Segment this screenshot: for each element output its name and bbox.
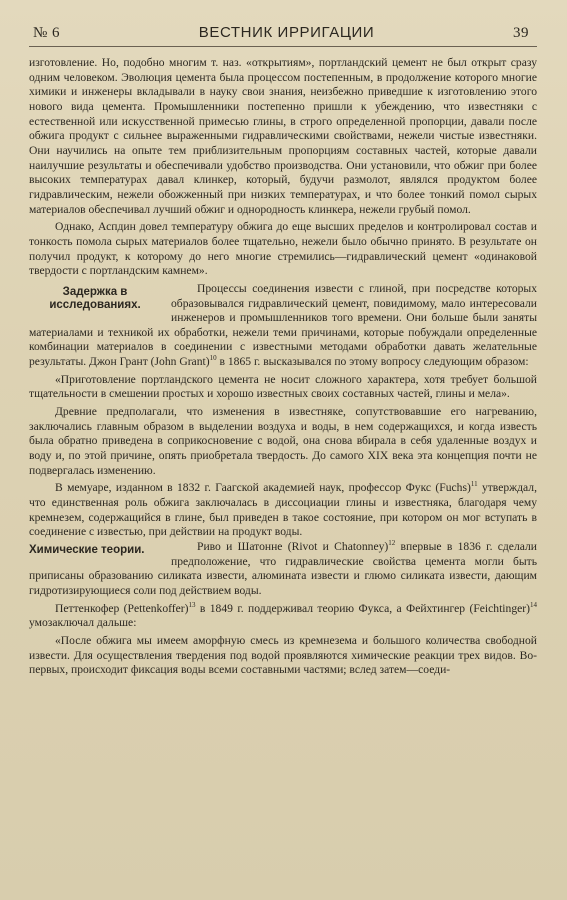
paragraph-6: Риво и Шатонне (Rivot и Chatonney)$^{12}$ впервые в 1836 г. сделали предположение, что гидравлические свойства цемента могли быть приписаны образованию силиката извести, алюмината извести и глюмо силиката извести, дающим гидротизирующиеся соли под действием воды. xyxy=(29,539,537,597)
quote-2: «После обжига мы имеем аморфную смесь из кремнезема и большого количества свободной извести. Для осуществления твердения под водой проявляются химические реакции трех видов. Во-первых, происходит фиксация воды всеми составными частями; вслед затем—соеди- xyxy=(29,633,537,677)
journal-title: ВЕСТНИК ИРРИГАЦИИ xyxy=(198,24,375,41)
footnote-ref: 10 xyxy=(209,354,217,363)
paragraph-3: Процессы соединения извести с глиной, при посредстве которых образовывался гидравлический цемент, повидимому, мало интересовали инженеров и промышленников того времени. Они больше были заняты материалами и техникой их обработки, нежели теми причинами, которые побуждали определенные комбинации материалов в соединении с известными методами обработки давать желательные результаты. Джон Грант (John Grant)$^{10}$ в 1865 г. высказывался по этому вопросу следующим образом: xyxy=(29,281,537,369)
paragraph-2: Однако, Аспдин довел температуру обжига до еще высших пределов и контролировал состав и тонкость помола сырых материалов более тщательно, нежели было обычно принято. В результате он получил продукт, к которому до него многие стремились—гидравлический цемент «одинаковой твердости с портландским камнем». xyxy=(29,220,537,278)
paragraph-7: Петтенкофер (Pettenkoffer)$^{13}$ в 1849 г. поддерживал теорию Фукса, а Фейхтингер (Feichtinger)$^{14}$ умозаключал дальше: xyxy=(29,600,537,630)
footnote-ref: 13 xyxy=(188,600,196,609)
paragraph-5: В мемуаре, изданном в 1832 г. Гаагской академией наук, профессор Фукс (Fuchs)$^{11}$ утверждал, что единственная роль обжига заключалась в диссоциации глины и известняка, благодаря чему кремнезем, содержащийся в глине, был приведен в такое состояние, при котором он мог вступать в соединение с известью, при действии на продукт воды. xyxy=(29,480,537,539)
page-number: 39 xyxy=(513,25,529,41)
side-heading-chemical-theories: Химические теории. xyxy=(29,544,145,556)
footnote-ref: 11 xyxy=(470,480,478,489)
footnote-ref: 14 xyxy=(530,600,537,609)
paragraph-1: изготовление. Но, подобно многим т. наз. «открытиям», портландский цемент не был открыт сразу одним человеком. Эволюция цемента была процессом постепенным, в продолжение которого многие химики и инженеры вкладывали в науку свои знания, неизбежно приведшие к изготовлению этого нового вида цемента. Промышленники постепенно пришли к убеждению, что известняки с естественной или искусственной примесью глины, в строго определенной пропорции, давали после обжига продукт с сильнее выраженными гидравлическими свойствами, нежели чистые известняки. Они научились на опыте тем приблизительным пропорциям составных частей, которые давали наилучшие результаты и обеспечивали удобство производства. Они установили, что обжиг при более высоких температурах давал клинкер, который, будучи размолот, являлся продуктом более гидравлическим, нежели обожженный при низких температурах, и что более тонкий помол сырых материалов обеспечивал лучший обжиг и однородность клинкера, нежели грубый помол. xyxy=(29,56,537,216)
footnote-ref: 12 xyxy=(388,539,396,547)
issue-number: № 6 xyxy=(33,25,61,41)
page-header xyxy=(29,24,537,47)
paragraph-4: Древние предполагали, что изменения в известняке, сопутствовавшие его нагреванию, заключались главным образом в выделении воздуха и воды, в нем содержащихся, и когда известь была обратно приведена в соприкосновение с водой, она снова вбирала в себя удаленные воздух и воду и, по этой причине, опять приобретала твердость. До самого XIX века эта концепция почти не подвергалась изменению. xyxy=(29,405,537,477)
side-heading-research-delay: Задержка в исследованиях. xyxy=(49,285,141,311)
article-body xyxy=(29,56,537,678)
quote-1: «Приготовление портландского цемента не носит сложного характера, хотя требует большой тщательности в смешении простых и хорошо известных своих составных частей, глины и мела». xyxy=(29,372,537,401)
